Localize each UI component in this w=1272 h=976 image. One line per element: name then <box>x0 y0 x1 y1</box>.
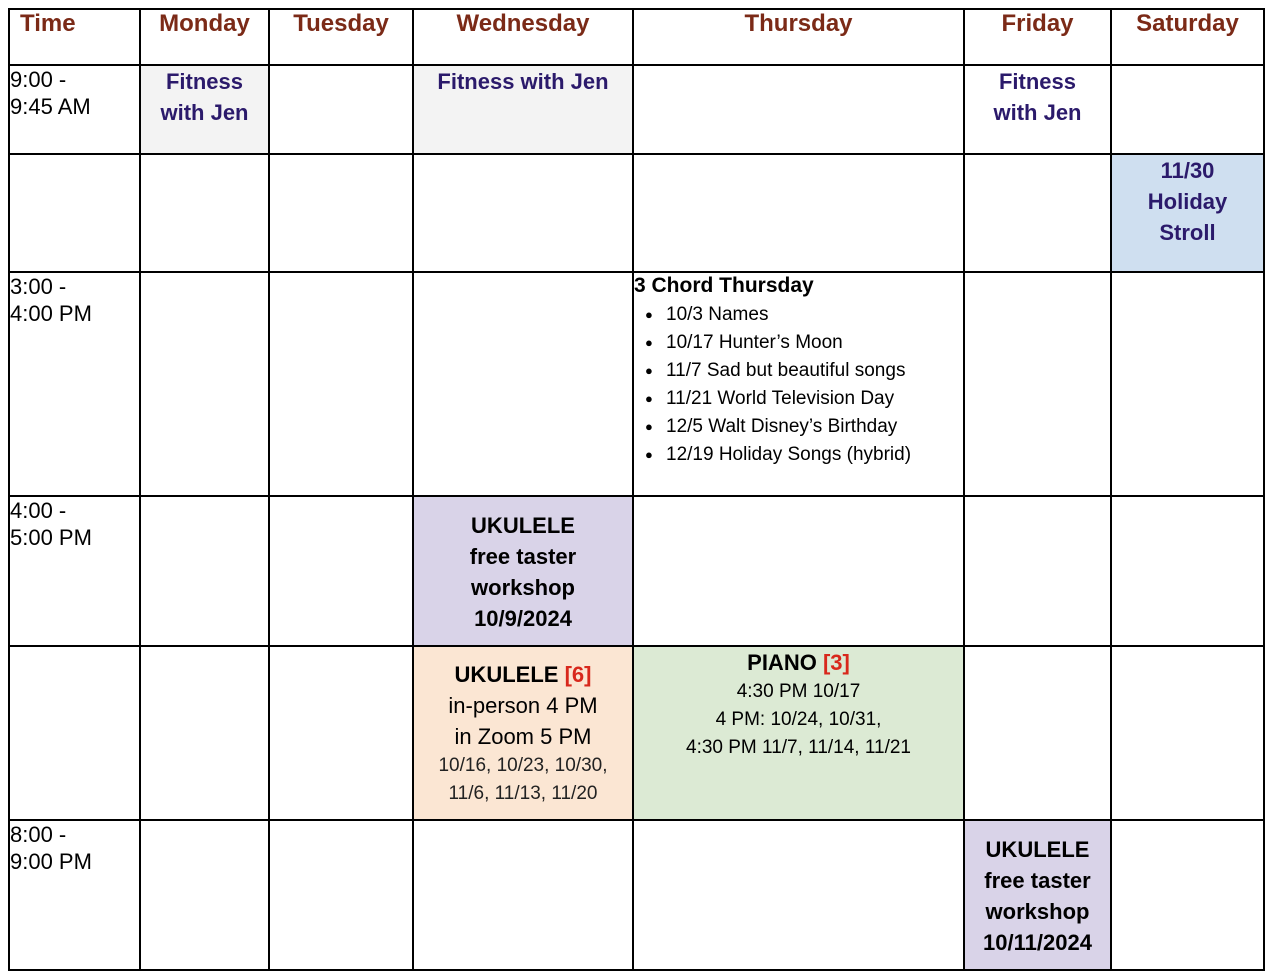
empty-cell <box>964 496 1111 646</box>
empty-cell <box>269 65 413 154</box>
empty-cell <box>269 272 413 496</box>
empty-cell <box>269 646 413 820</box>
empty-cell <box>633 820 964 970</box>
stroll-line: Stroll <box>1159 220 1216 245</box>
ukulele-class-title-line <box>414 659 632 690</box>
ukulele-class-title: UKULELE <box>454 662 559 687</box>
table-row <box>9 154 1264 272</box>
stroll-line: 11/30 <box>1160 158 1215 183</box>
table-row <box>9 272 1264 496</box>
fitness-wednesday <box>413 65 633 154</box>
stroll-line: Holiday <box>1147 189 1228 214</box>
time-end: 9:00 PM <box>10 849 92 874</box>
header-saturday: Saturday <box>1111 9 1264 65</box>
fitness-monday <box>140 65 269 154</box>
chord-thursday-list <box>634 301 963 469</box>
time-end: 5:00 PM <box>10 525 92 550</box>
empty-cell <box>140 272 269 496</box>
empty-cell <box>140 154 269 272</box>
time-start: 4:00 - <box>10 498 67 523</box>
empty-cell <box>413 154 633 272</box>
header-monday: Monday <box>140 9 269 65</box>
fitness-line: with Jen <box>993 100 1082 125</box>
table-row <box>9 65 1264 154</box>
time-start: 8:00 - <box>10 822 67 847</box>
list-item: ● 10/17 Hunter’s Moon <box>666 329 963 357</box>
empty-cell <box>633 154 964 272</box>
empty-cell <box>269 820 413 970</box>
fitness-line: with Jen <box>160 100 249 125</box>
ukulele-class-line: in Zoom 5 PM <box>454 724 592 749</box>
empty-cell <box>1111 820 1264 970</box>
fitness-line: Fitness with Jen <box>437 69 609 94</box>
time-cell <box>9 65 140 154</box>
empty-cell <box>1111 646 1264 820</box>
fitness-line: Fitness <box>998 69 1077 94</box>
ukulele-class-dates: 11/6, 11/13, 11/20 <box>448 783 598 804</box>
ukulele-class-wednesday <box>413 646 633 820</box>
holiday-stroll-saturday <box>1111 154 1264 272</box>
piano-thursday <box>633 646 964 820</box>
empty-cell <box>413 272 633 496</box>
fitness-line: Fitness <box>165 69 244 94</box>
empty-cell <box>140 646 269 820</box>
empty-cell <box>140 496 269 646</box>
piano-title: PIANO <box>747 650 817 675</box>
taster-line: 10/11/2024 <box>983 930 1092 955</box>
list-item: ● 11/7 Sad but beautiful songs <box>666 357 963 385</box>
table-row <box>9 646 1264 820</box>
taster-line: 10/9/2024 <box>474 606 572 631</box>
schedule-table <box>8 8 1265 971</box>
time-end: 4:00 PM <box>10 301 92 326</box>
list-item: ● 11/21 World Television Day <box>666 385 963 413</box>
list-item: ● 12/19 Holiday Songs (hybrid) <box>666 441 963 469</box>
table-row <box>9 496 1264 646</box>
ukulele-class-line: in-person 4 PM <box>448 693 598 718</box>
piano-title-line <box>634 647 963 678</box>
time-cell <box>9 496 140 646</box>
piano-line: 4 PM: 10/24, 10/31, <box>715 709 882 730</box>
taster-line: free taster <box>469 544 577 569</box>
ukulele-taster-wednesday <box>413 496 633 646</box>
header-tuesday: Tuesday <box>269 9 413 65</box>
header-friday: Friday <box>964 9 1111 65</box>
empty-cell <box>964 154 1111 272</box>
empty-cell <box>413 820 633 970</box>
empty-cell <box>9 154 140 272</box>
empty-cell <box>1111 496 1264 646</box>
empty-cell <box>269 496 413 646</box>
chord-thursday <box>633 272 964 496</box>
empty-cell <box>964 272 1111 496</box>
empty-cell <box>9 646 140 820</box>
taster-line: free taster <box>984 868 1091 893</box>
empty-cell <box>140 820 269 970</box>
empty-cell <box>269 154 413 272</box>
header-row <box>9 9 1264 65</box>
empty-cell <box>633 65 964 154</box>
empty-cell <box>1111 272 1264 496</box>
piano-line: 4:30 PM 11/7, 11/14, 11/21 <box>686 737 911 758</box>
ukulele-class-dates: 10/16, 10/23, 10/30, <box>438 755 608 776</box>
list-item: ● 10/3 Names <box>666 301 963 329</box>
header-time: Time <box>9 9 140 65</box>
time-start: 3:00 - <box>10 274 67 299</box>
time-end: 9:45 AM <box>10 94 91 119</box>
header-wednesday: Wednesday <box>413 9 633 65</box>
empty-cell <box>964 646 1111 820</box>
taster-line: workshop <box>985 899 1090 924</box>
empty-cell <box>1111 65 1264 154</box>
taster-line: UKULELE <box>985 837 1090 862</box>
table-row <box>9 820 1264 970</box>
header-thursday: Thursday <box>633 9 964 65</box>
time-cell <box>9 272 140 496</box>
piano-count: [3] <box>822 650 850 675</box>
ukulele-taster-friday <box>964 820 1111 970</box>
empty-cell <box>633 496 964 646</box>
chord-thursday-title: 3 Chord Thursday <box>634 274 814 297</box>
fitness-friday <box>964 65 1111 154</box>
time-cell <box>9 820 140 970</box>
taster-line: UKULELE <box>471 513 575 538</box>
ukulele-class-count: [6] <box>564 662 592 687</box>
piano-line: 4:30 PM 10/17 <box>736 681 861 702</box>
time-start: 9:00 - <box>10 67 67 92</box>
taster-line: workshop <box>471 575 575 600</box>
list-item: ● 12/5 Walt Disney’s Birthday <box>666 413 963 441</box>
